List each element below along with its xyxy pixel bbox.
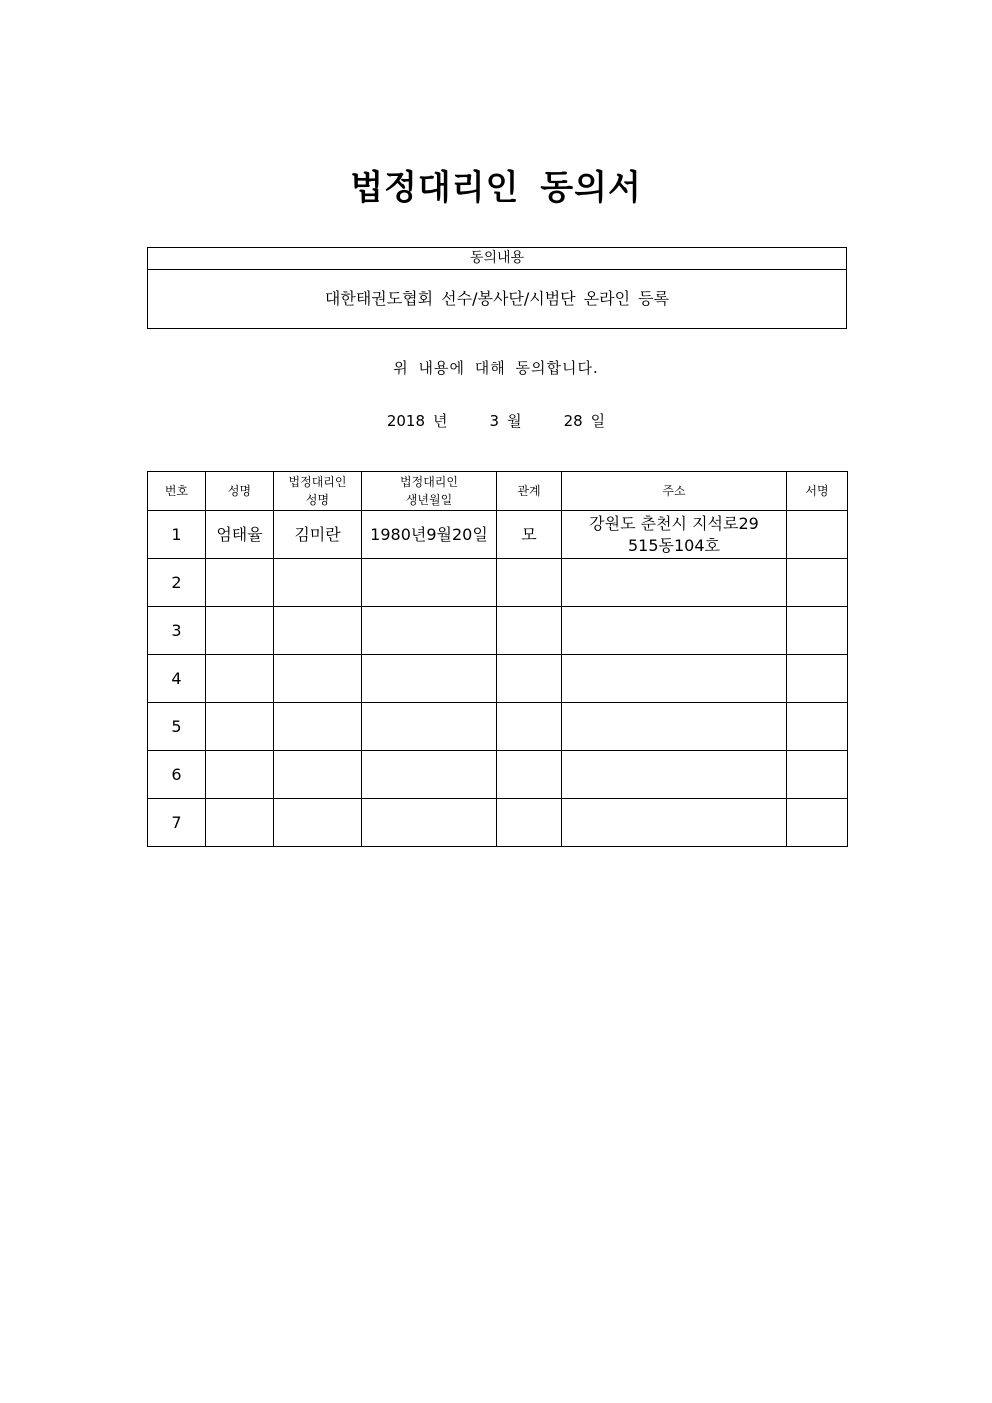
cell-signature[interactable] [787,511,848,559]
cell-number: 2 [148,559,206,607]
header-number: 번호 [148,472,206,511]
cell-number: 3 [148,607,206,655]
cell-guardian-birth [362,703,497,751]
table-row [148,655,848,703]
date-year-unit: 년 [433,412,448,430]
table-row [148,799,848,847]
date-day: 28 [563,412,583,430]
cell-guardian-birth [362,607,497,655]
table-row [148,751,848,799]
cell-guardian-birth [362,559,497,607]
address-line2: 515동104호 [628,535,720,555]
cell-address [562,799,787,847]
cell-number: 6 [148,751,206,799]
cell-relation [497,559,562,607]
cell-guardian-name [274,751,362,799]
registration-table [147,471,848,847]
date-year: 2018 [386,412,426,430]
header-address: 주소 [562,472,787,511]
agreement-text: 위 내용에 대해 동의합니다. [393,359,599,377]
cell-guardian-birth: 1980년9월20일 [362,511,497,559]
header-signature: 서명 [787,472,848,511]
table-row [148,559,848,607]
cell-relation [497,751,562,799]
cell-address [562,511,787,559]
cell-relation [497,799,562,847]
cell-guardian-birth [362,751,497,799]
table-row [148,511,848,559]
address-line1: 강원도 춘천시 지석로29 [589,513,759,533]
cell-signature[interactable] [787,607,848,655]
cell-relation [497,655,562,703]
cell-guardian-name [274,655,362,703]
cell-guardian-name: 김미란 [274,511,362,559]
cell-signature[interactable] [787,799,848,847]
cell-name [206,655,274,703]
cell-number: 5 [148,703,206,751]
header-guardian-birth-line2: 생년월일 [405,493,453,507]
consent-content: 대한태권도협회 선수/봉사단/시범단 온라인 등록 [324,289,670,308]
table-row [148,703,848,751]
document-title: 법정대리인 동의서 [350,168,642,208]
cell-guardian-name [274,799,362,847]
cell-name: 엄태율 [206,511,274,559]
header-name: 성명 [206,472,274,511]
cell-relation [497,607,562,655]
cell-guardian-name [274,559,362,607]
cell-relation: 모 [497,511,562,559]
header-guardian-name [274,472,362,511]
cell-address [562,703,787,751]
cell-guardian-birth [362,655,497,703]
cell-number: 1 [148,511,206,559]
cell-guardian-name [274,607,362,655]
date-line [0,410,992,431]
cell-signature[interactable] [787,559,848,607]
date-month-unit: 월 [507,412,522,430]
cell-name [206,559,274,607]
cell-address [562,559,787,607]
table-header-row [148,472,848,511]
cell-signature[interactable] [787,751,848,799]
header-guardian-name-line1: 법정대리인 [288,475,347,489]
header-relation: 관계 [497,472,562,511]
date-day-unit: 일 [590,412,606,430]
header-guardian-birth-line1: 법정대리인 [400,475,458,489]
consent-header: 동의내용 [148,248,846,270]
date-month: 3 [489,412,500,430]
cell-guardian-birth [362,799,497,847]
cell-address [562,607,787,655]
consent-box [147,247,847,329]
table-row [148,607,848,655]
header-guardian-name-line2: 성명 [305,493,330,507]
cell-number: 7 [148,799,206,847]
cell-guardian-name [274,703,362,751]
cell-address [562,655,787,703]
cell-number: 4 [148,655,206,703]
cell-signature[interactable] [787,703,848,751]
header-guardian-birth [362,472,497,511]
cell-name [206,703,274,751]
cell-name [206,751,274,799]
cell-signature[interactable] [787,655,848,703]
cell-name [206,607,274,655]
cell-address [562,751,787,799]
cell-name [206,799,274,847]
cell-relation [497,703,562,751]
